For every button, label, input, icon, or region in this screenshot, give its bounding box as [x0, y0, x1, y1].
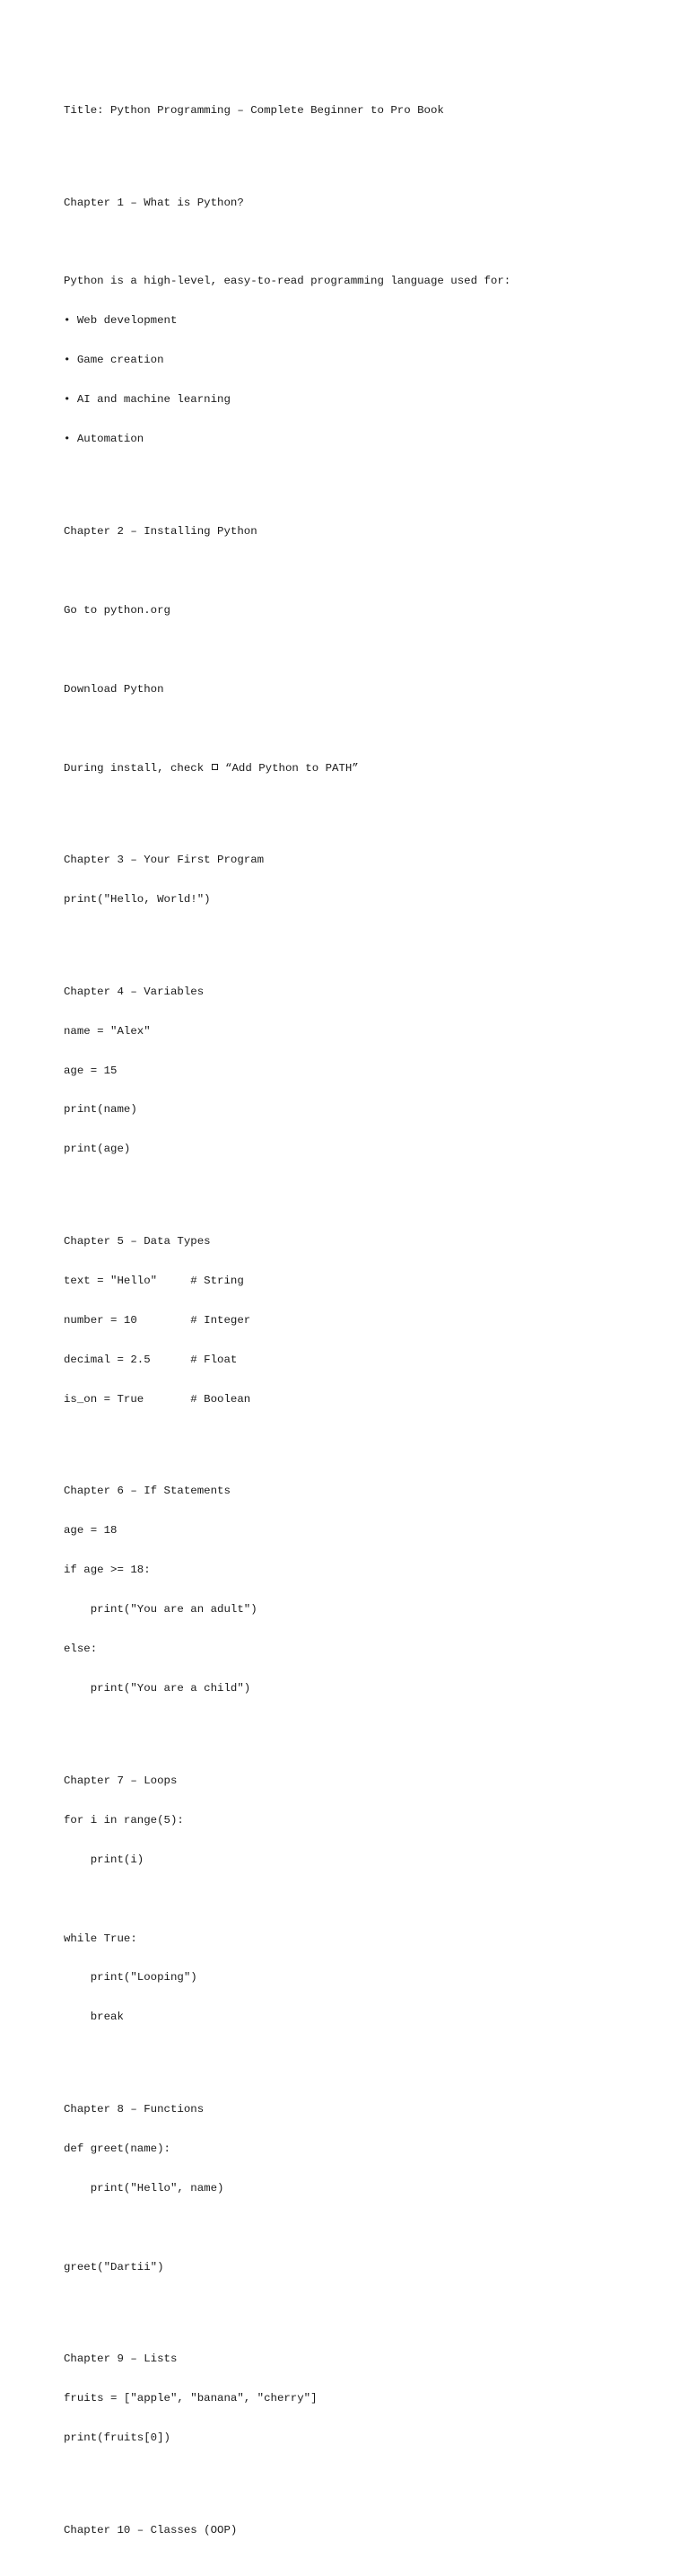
- code-line: number = 10 # Integer: [64, 1313, 251, 1327]
- code-line: age = 18: [64, 1524, 118, 1538]
- spacer: [64, 933, 674, 946]
- code-line: greet("Dartii"): [64, 2260, 164, 2274]
- chapter-5-heading: Chapter 5 – Data Types: [64, 1234, 211, 1248]
- spacer: [64, 2050, 674, 2063]
- chapter-8-heading: Chapter 8 – Functions: [64, 2102, 205, 2116]
- bullet-item: • Game creation: [64, 354, 164, 367]
- chapter-1-heading: Chapter 1 – What is Python?: [64, 196, 244, 209]
- chapter-6-heading: Chapter 6 – If Statements: [64, 1485, 231, 1498]
- spacer: [64, 2300, 674, 2314]
- chapter-7-heading: Chapter 7 – Loops: [64, 1774, 178, 1787]
- install-step: Go to python.org: [64, 603, 170, 617]
- spacer: [64, 1893, 674, 1906]
- spacer: [64, 2471, 674, 2484]
- code-line: if age >= 18:: [64, 1564, 151, 1577]
- bullet-item: • AI and machine learning: [64, 393, 231, 407]
- install-step-prefix: During install, check: [64, 761, 211, 775]
- code-line: print("You are a child"): [64, 1682, 251, 1695]
- code-line: name = "Alex": [64, 1024, 151, 1038]
- code-line: print("Looping"): [64, 1971, 197, 1985]
- bullet-item: • Web development: [64, 314, 178, 328]
- code-line: print("Hello, World!"): [64, 893, 211, 907]
- chapter-4-heading: Chapter 4 – Variables: [64, 985, 205, 998]
- spacer: [64, 1433, 674, 1446]
- code-line: print(name): [64, 1103, 137, 1117]
- document-body: [64, 65, 674, 2576]
- install-step-suffix: “Add Python to PATH”: [218, 761, 359, 775]
- spacer: [64, 723, 674, 736]
- install-step-path: [64, 762, 674, 775]
- chapter-3-heading: Chapter 3 – Your First Program: [64, 854, 265, 867]
- chapter-9-heading: Chapter 9 – Lists: [64, 2353, 178, 2366]
- chapter-1-intro: Python is a high-level, easy-to-read programming language used for:: [64, 275, 511, 288]
- spacer: [64, 144, 674, 157]
- code-line: print(i): [64, 1853, 144, 1866]
- spacer: [64, 235, 674, 249]
- code-line: def greet(name):: [64, 2142, 170, 2155]
- code-line: print(fruits[0]): [64, 2431, 170, 2445]
- code-line: print("You are an adult"): [64, 1603, 257, 1617]
- code-line: else:: [64, 1643, 98, 1656]
- code-line: break: [64, 2011, 124, 2024]
- code-line: for i in range(5):: [64, 1813, 184, 1827]
- spacer: [64, 1722, 674, 1735]
- code-line: fruits = ["apple", "banana", "cherry"]: [64, 2392, 318, 2405]
- code-line: text = "Hello" # String: [64, 1274, 244, 1287]
- code-line: age = 15: [64, 1064, 118, 1077]
- code-line: print("Hello", name): [64, 2181, 224, 2195]
- spacer: [64, 565, 674, 578]
- code-line: is_on = True # Boolean: [64, 1392, 251, 1406]
- chapter-2-heading: Chapter 2 – Installing Python: [64, 524, 257, 538]
- spacer: [64, 2221, 674, 2235]
- chapter-10-heading: Chapter 10 – Classes (OOP): [64, 2523, 238, 2537]
- code-line: decimal = 2.5 # Float: [64, 1353, 238, 1366]
- bullet-item: • Automation: [64, 433, 144, 446]
- spacer: [64, 644, 674, 657]
- install-step: Download Python: [64, 682, 164, 696]
- spacer: [64, 1182, 674, 1196]
- code-line: print(age): [64, 1143, 131, 1156]
- spacer: [64, 472, 674, 486]
- spacer: [64, 801, 674, 814]
- document-title: Title: Python Programming – Complete Beginner to Pro Book: [64, 103, 444, 117]
- checkbox-icon: [212, 764, 218, 770]
- code-line: while True:: [64, 1932, 137, 1945]
